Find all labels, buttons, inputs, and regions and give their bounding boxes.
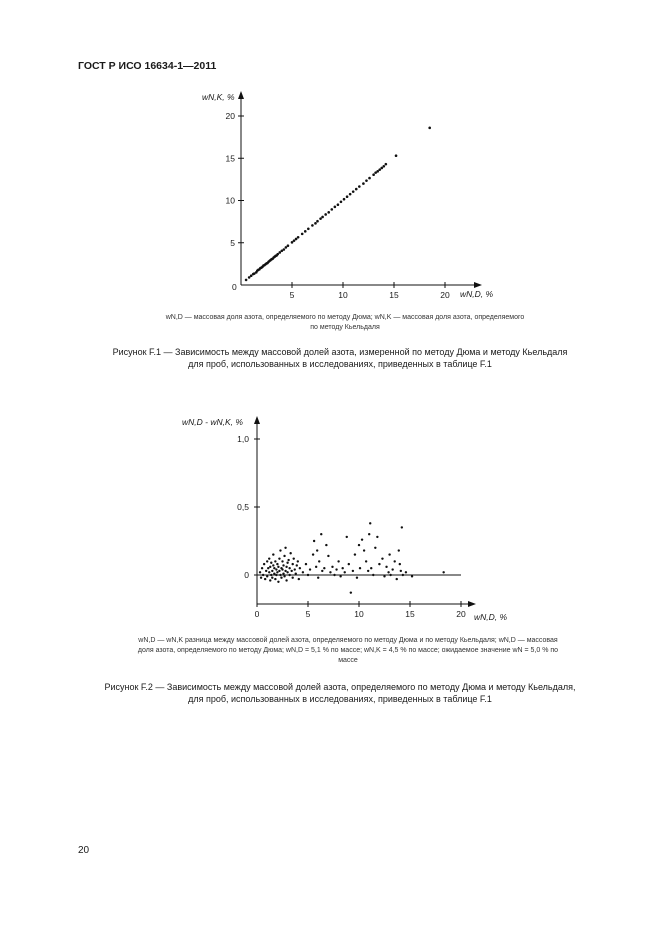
x-tick-label: 5	[305, 609, 311, 619]
data-point	[311, 224, 314, 227]
data-point	[279, 549, 281, 551]
data-point	[394, 560, 396, 562]
data-point	[287, 244, 290, 247]
data-point	[278, 570, 280, 572]
y-tick-label: 15	[225, 153, 235, 164]
data-point	[309, 568, 311, 570]
caption-line: для проб, использованных в исследованиях, приведенных в таблице F.1	[188, 359, 492, 369]
data-point	[288, 574, 290, 576]
data-point	[248, 276, 251, 279]
y-axis-label: wN,D - wN,K, %	[182, 417, 243, 427]
data-point	[388, 553, 390, 555]
data-point	[282, 564, 284, 566]
data-points	[259, 522, 445, 594]
data-point	[261, 567, 263, 569]
data-point	[378, 168, 381, 171]
data-point	[285, 566, 287, 568]
data-point	[283, 248, 286, 251]
data-point	[293, 557, 295, 559]
data-point	[286, 562, 288, 564]
data-point	[378, 563, 380, 565]
caption-line: Рисунок F.1 — Зависимость между массовой долей азота, измеренной по методу Дюма и методу Кьельдаля	[112, 347, 568, 357]
data-point	[292, 577, 294, 579]
data-point	[273, 567, 275, 569]
data-point	[274, 578, 276, 580]
data-point	[275, 568, 277, 570]
data-point	[359, 567, 361, 569]
data-point	[313, 540, 315, 542]
data-point	[281, 568, 283, 570]
data-point	[301, 233, 304, 236]
data-point	[245, 279, 248, 282]
data-point	[292, 563, 294, 565]
data-point	[285, 579, 287, 581]
data-point	[291, 241, 294, 244]
data-point	[398, 549, 400, 551]
x-axis-arrow	[474, 282, 482, 288]
data-point	[401, 526, 403, 528]
data-point	[391, 568, 393, 570]
data-point	[276, 253, 279, 256]
data-point	[302, 571, 304, 573]
data-point	[329, 571, 331, 573]
data-point	[411, 575, 413, 577]
data-point	[319, 217, 322, 220]
data-point	[304, 230, 307, 233]
data-point	[365, 179, 368, 182]
data-point	[267, 567, 269, 569]
data-point	[289, 552, 291, 554]
data-point	[316, 549, 318, 551]
data-point	[296, 564, 298, 566]
figure2-caption	[60, 681, 620, 705]
data-point	[274, 560, 276, 562]
data-point	[305, 563, 307, 565]
data-point	[358, 185, 361, 188]
legend-line: wN,D — массовая доля азота, определяемого по методу Дюма; wN,K — массовая доля азота, определяемого	[165, 314, 525, 321]
data-point	[294, 568, 296, 570]
data-point	[354, 553, 356, 555]
data-point	[295, 238, 298, 241]
data-point	[316, 220, 319, 223]
data-point	[400, 570, 402, 572]
data-point	[335, 568, 337, 570]
x-axis-label: wN,D, %	[474, 612, 508, 622]
data-point	[369, 522, 371, 524]
data-point	[321, 216, 324, 219]
data-point	[389, 574, 391, 576]
data-point	[318, 560, 320, 562]
data-point	[283, 575, 285, 577]
data-point	[272, 564, 274, 566]
data-point	[372, 173, 375, 176]
data-point	[281, 560, 283, 562]
y-tick-label: 0	[244, 570, 249, 580]
data-point	[343, 198, 346, 201]
data-point	[358, 544, 360, 546]
data-point	[368, 533, 370, 535]
chart-f2	[180, 408, 510, 628]
caption-line: Рисунок F.2 — Зависимость между массовой долей азота, определяемого по методу Дюма и методу Кьельдаля,	[104, 682, 576, 692]
data-point	[361, 538, 363, 540]
data-point	[286, 571, 288, 573]
x-axis-label: wN,D, %	[460, 289, 494, 299]
data-point	[265, 570, 267, 572]
page-number: 20	[78, 845, 90, 856]
y-tick-label: 0,5	[237, 502, 249, 512]
data-point	[271, 570, 273, 572]
data-point	[337, 560, 339, 562]
figure1-caption	[60, 346, 620, 370]
data-point	[278, 557, 280, 559]
data-point	[376, 170, 379, 173]
caption-line: для проб, использованных в исследованиях, приведенных в таблице F.1	[188, 694, 492, 704]
data-point	[260, 577, 262, 579]
data-point	[297, 236, 300, 239]
data-point	[262, 574, 264, 576]
data-point	[372, 574, 374, 576]
data-point	[270, 562, 272, 564]
data-point	[355, 188, 358, 191]
x-tick-label: 10	[338, 290, 348, 300]
data-point	[298, 578, 300, 580]
x-tick-label: 15	[389, 290, 399, 300]
data-point	[288, 567, 290, 569]
y-axis-arrow	[238, 91, 244, 99]
y-tick-label: 5	[230, 237, 235, 248]
data-point	[344, 571, 346, 573]
data-point	[396, 578, 398, 580]
chart-f1	[180, 85, 510, 305]
data-point	[297, 560, 299, 562]
data-point	[312, 553, 314, 555]
data-point	[333, 574, 335, 576]
data-point	[367, 570, 369, 572]
y-axis-label-text: wN,K, %	[202, 92, 235, 102]
y-axis-arrow	[254, 416, 260, 424]
data-point	[275, 574, 277, 576]
legend-line: wN,D — wN,K разница между массовой долей азота, определяемого по методу Дюма и по методу Кьельдаля; wN,D — массовая	[138, 637, 558, 644]
data-point	[307, 574, 309, 576]
x-tick-label: 10	[354, 609, 364, 619]
y-tick-label: 1,0	[237, 434, 249, 444]
data-point	[334, 206, 337, 209]
data-point	[321, 570, 323, 572]
data-point	[352, 570, 354, 572]
document-header: ГОСТ Р ИСО 16634-1—2011	[78, 60, 217, 72]
data-point	[428, 127, 431, 130]
data-point	[383, 575, 385, 577]
data-point	[387, 571, 389, 573]
data-point	[395, 154, 398, 157]
data-point	[330, 208, 333, 211]
tick-group	[237, 434, 466, 619]
data-point	[327, 211, 330, 214]
data-point	[339, 575, 341, 577]
data-point	[341, 567, 343, 569]
data-point	[279, 574, 281, 576]
data-point	[284, 547, 286, 549]
data-point	[340, 200, 343, 203]
data-point	[307, 228, 310, 231]
x-axis-arrow	[468, 601, 476, 607]
y-tick-label: 10	[225, 195, 235, 206]
data-point	[272, 553, 274, 555]
data-point	[278, 251, 281, 254]
legend-line: по методу Кьельдаля	[310, 324, 380, 331]
x-tick-label: 20	[456, 609, 466, 619]
data-point	[295, 572, 297, 574]
data-point	[277, 566, 279, 568]
data-point	[331, 566, 333, 568]
legend-line: массе	[338, 657, 358, 664]
data-point	[374, 547, 376, 549]
data-point	[276, 563, 278, 565]
data-point	[283, 555, 285, 557]
data-point	[268, 557, 270, 559]
data-point	[269, 579, 271, 581]
legend-line: доля азота, определяемого по методу Дюма; wN,D = 5,1 % по массе; wN,K = 4,5 % по массе; ожидаемое значение wN = 5,0 % по	[137, 647, 559, 654]
data-point	[266, 560, 268, 562]
data-point	[337, 203, 340, 206]
data-point	[285, 246, 288, 249]
y-axis-label	[202, 92, 235, 102]
data-point	[273, 572, 275, 574]
data-point	[317, 577, 319, 579]
data-point	[314, 222, 317, 225]
x-tick-label: 0	[254, 609, 260, 619]
data-point	[399, 563, 401, 565]
data-points	[245, 127, 431, 282]
data-point	[293, 239, 296, 242]
data-point	[349, 193, 352, 196]
data-point	[346, 536, 348, 538]
data-point	[325, 544, 327, 546]
data-point	[299, 567, 301, 569]
data-point	[356, 577, 358, 579]
data-point	[276, 571, 278, 573]
x-tick-label: 15	[405, 609, 415, 619]
data-point	[352, 190, 355, 193]
origin-label: 0	[232, 282, 237, 292]
data-point	[385, 566, 387, 568]
data-point	[350, 591, 352, 593]
data-point	[370, 567, 372, 569]
data-point	[269, 566, 271, 568]
data-point	[376, 536, 378, 538]
data-point	[271, 577, 273, 579]
data-point	[365, 560, 367, 562]
data-point	[363, 549, 365, 551]
x-tick-label: 20	[440, 290, 450, 300]
data-point	[346, 195, 349, 198]
data-point	[280, 577, 282, 579]
data-point	[402, 574, 404, 576]
data-point	[315, 566, 317, 568]
data-point	[259, 571, 261, 573]
figure1-legend	[100, 313, 590, 333]
y-tick-label: 20	[225, 111, 235, 121]
data-point	[270, 574, 272, 576]
data-point	[284, 570, 286, 572]
data-point	[250, 274, 253, 277]
data-point	[327, 555, 329, 557]
data-point	[380, 167, 383, 170]
data-point	[442, 571, 444, 573]
data-point	[266, 575, 268, 577]
figure2-legend	[78, 636, 618, 666]
data-point	[362, 182, 365, 185]
data-point	[290, 570, 292, 572]
data-point	[381, 557, 383, 559]
data-point	[324, 213, 327, 216]
data-point	[383, 165, 386, 168]
x-tick-label: 5	[289, 290, 295, 300]
data-point	[282, 572, 284, 574]
data-point	[264, 578, 266, 580]
data-point	[277, 581, 279, 583]
data-point	[268, 571, 270, 573]
data-point	[287, 559, 289, 561]
data-point	[320, 533, 322, 535]
data-point	[405, 571, 407, 573]
data-point	[385, 163, 388, 166]
data-point	[348, 563, 350, 565]
data-point	[323, 567, 325, 569]
data-point	[263, 563, 265, 565]
data-point	[368, 177, 371, 180]
